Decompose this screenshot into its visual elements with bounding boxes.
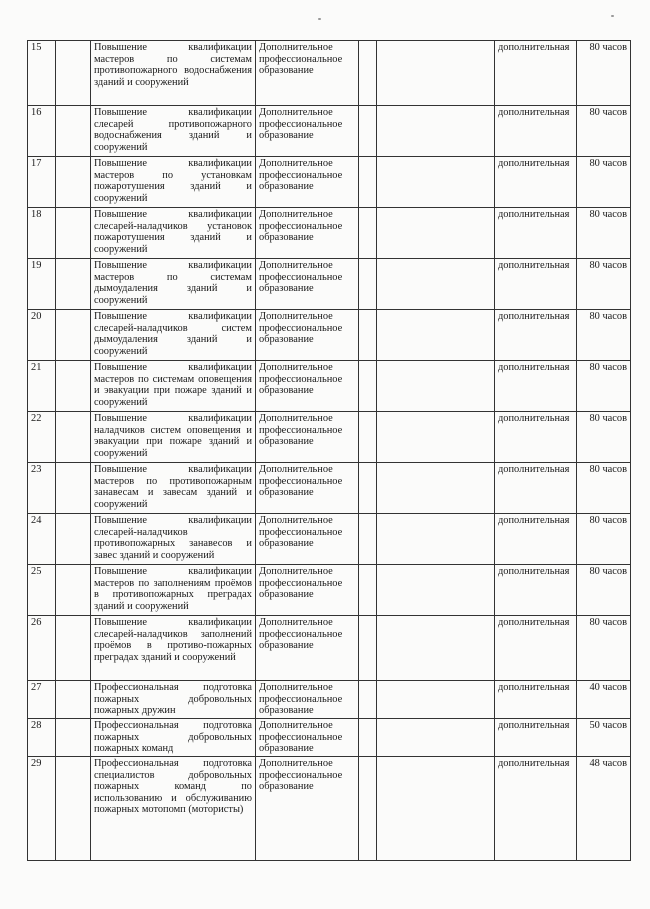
empty-cell bbox=[359, 41, 377, 106]
empty-cell bbox=[359, 157, 377, 208]
program-name: Повышение квалификации слесарей-наладчиков противопожарных занавесов и завес зданий и сооружений bbox=[91, 514, 256, 565]
program-name: Повышение квалификации мастеров по противопожарным занавесам и завесам зданий и сооружений bbox=[91, 463, 256, 514]
empty-cell bbox=[377, 681, 495, 719]
table-row bbox=[28, 412, 631, 463]
row-number: 25 bbox=[28, 565, 56, 616]
table-row bbox=[28, 259, 631, 310]
empty-cell bbox=[359, 463, 377, 514]
program-hours: 80 часов bbox=[577, 463, 631, 514]
program-kind: Дополнительное профессиональное образование bbox=[256, 719, 359, 757]
table-row bbox=[28, 157, 631, 208]
scan-speck bbox=[318, 18, 321, 20]
row-number: 22 bbox=[28, 412, 56, 463]
empty-cell bbox=[56, 106, 91, 157]
program-hours: 80 часов bbox=[577, 157, 631, 208]
row-number: 28 bbox=[28, 719, 56, 757]
program-kind: Дополнительное профессиональное образование bbox=[256, 565, 359, 616]
program-type: дополнительная bbox=[495, 412, 577, 463]
program-kind: Дополнительное профессиональное образование bbox=[256, 412, 359, 463]
empty-cell bbox=[56, 208, 91, 259]
scan-speck bbox=[611, 15, 614, 17]
program-kind: Дополнительное профессиональное образование bbox=[256, 616, 359, 681]
empty-cell bbox=[56, 463, 91, 514]
program-hours: 80 часов bbox=[577, 41, 631, 106]
empty-cell bbox=[56, 514, 91, 565]
empty-cell bbox=[377, 41, 495, 106]
program-hours: 40 часов bbox=[577, 681, 631, 719]
program-kind: Дополнительное профессиональное образование bbox=[256, 208, 359, 259]
empty-cell bbox=[377, 106, 495, 157]
program-name: Повышение квалификации мастеров по заполнениям проёмов в противопожарных преградах зданий и сооружений bbox=[91, 565, 256, 616]
row-number: 19 bbox=[28, 259, 56, 310]
row-number: 20 bbox=[28, 310, 56, 361]
table-row bbox=[28, 514, 631, 565]
program-name: Профессиональная подготовка пожарных добровольных пожарных дружин bbox=[91, 681, 256, 719]
empty-cell bbox=[56, 565, 91, 616]
empty-cell bbox=[56, 259, 91, 310]
empty-cell bbox=[377, 463, 495, 514]
empty-cell bbox=[377, 565, 495, 616]
program-name: Повышение квалификации слесарей-наладчиков заполнений проёмов в противо-пожарных преградах зданий и сооружений bbox=[91, 616, 256, 681]
program-hours: 80 часов bbox=[577, 208, 631, 259]
empty-cell bbox=[377, 259, 495, 310]
program-name: Повышение квалификации мастеров по установкам пожаротушения зданий и сооружений bbox=[91, 157, 256, 208]
row-number: 17 bbox=[28, 157, 56, 208]
empty-cell bbox=[377, 514, 495, 565]
program-hours: 80 часов bbox=[577, 412, 631, 463]
program-kind: Дополнительное профессиональное образование bbox=[256, 514, 359, 565]
empty-cell bbox=[56, 412, 91, 463]
row-number: 26 bbox=[28, 616, 56, 681]
empty-cell bbox=[359, 681, 377, 719]
program-hours: 80 часов bbox=[577, 310, 631, 361]
table-row bbox=[28, 310, 631, 361]
table-row bbox=[28, 208, 631, 259]
program-name: Профессиональная подготовка специалистов добровольных пожарных команд по использованию и обслуживанию пожарных мотопомп (мотористы) bbox=[91, 757, 256, 861]
program-kind: Дополнительное профессиональное образование bbox=[256, 106, 359, 157]
empty-cell bbox=[359, 259, 377, 310]
program-type: дополнительная bbox=[495, 157, 577, 208]
program-type: дополнительная bbox=[495, 259, 577, 310]
program-name: Повышение квалификации слесарей противопожарного водоснабжения зданий и сооружений bbox=[91, 106, 256, 157]
table-row bbox=[28, 719, 631, 757]
program-kind: Дополнительное профессиональное образование bbox=[256, 463, 359, 514]
program-name: Повышение квалификации слесарей-наладчиков систем дымоудаления зданий и сооружений bbox=[91, 310, 256, 361]
program-hours: 80 часов bbox=[577, 616, 631, 681]
program-name: Профессиональная подготовка пожарных добровольных пожарных команд bbox=[91, 719, 256, 757]
program-kind: Дополнительное профессиональное образование bbox=[256, 757, 359, 861]
empty-cell bbox=[359, 208, 377, 259]
program-type: дополнительная bbox=[495, 41, 577, 106]
empty-cell bbox=[359, 616, 377, 681]
table-row bbox=[28, 41, 631, 106]
program-type: дополнительная bbox=[495, 719, 577, 757]
program-name: Повышение квалификации мастеров по системам дымоудаления зданий и сооружений bbox=[91, 259, 256, 310]
program-hours: 48 часов bbox=[577, 757, 631, 861]
row-number: 27 bbox=[28, 681, 56, 719]
program-type: дополнительная bbox=[495, 514, 577, 565]
empty-cell bbox=[56, 41, 91, 106]
table-row bbox=[28, 757, 631, 861]
program-hours: 80 часов bbox=[577, 259, 631, 310]
row-number: 15 bbox=[28, 41, 56, 106]
program-name: Повышение квалификации мастеров по системам оповещения и эвакуации при пожаре зданий и сооружений bbox=[91, 361, 256, 412]
program-kind: Дополнительное профессиональное образование bbox=[256, 310, 359, 361]
program-name: Повышение квалификации мастеров по системам противопожарного водоснабжения зданий и сооружений bbox=[91, 41, 256, 106]
table-row bbox=[28, 681, 631, 719]
row-number: 29 bbox=[28, 757, 56, 861]
empty-cell bbox=[377, 412, 495, 463]
program-type: дополнительная bbox=[495, 681, 577, 719]
empty-cell bbox=[359, 514, 377, 565]
program-hours: 80 часов bbox=[577, 361, 631, 412]
empty-cell bbox=[56, 157, 91, 208]
program-type: дополнительная bbox=[495, 616, 577, 681]
empty-cell bbox=[56, 361, 91, 412]
table-row bbox=[28, 616, 631, 681]
table-row bbox=[28, 106, 631, 157]
table-row bbox=[28, 361, 631, 412]
empty-cell bbox=[359, 310, 377, 361]
program-kind: Дополнительное профессиональное образование bbox=[256, 361, 359, 412]
programs-table bbox=[27, 40, 631, 861]
empty-cell bbox=[56, 719, 91, 757]
program-type: дополнительная bbox=[495, 361, 577, 412]
empty-cell bbox=[377, 616, 495, 681]
program-kind: Дополнительное профессиональное образование bbox=[256, 681, 359, 719]
program-type: дополнительная bbox=[495, 757, 577, 861]
empty-cell bbox=[56, 681, 91, 719]
table-row bbox=[28, 565, 631, 616]
empty-cell bbox=[377, 361, 495, 412]
empty-cell bbox=[56, 616, 91, 681]
program-hours: 80 часов bbox=[577, 514, 631, 565]
table-row bbox=[28, 463, 631, 514]
empty-cell bbox=[359, 412, 377, 463]
row-number: 23 bbox=[28, 463, 56, 514]
program-name: Повышение квалификации слесарей-наладчиков установок пожаротушения зданий и сооружений bbox=[91, 208, 256, 259]
program-name: Повышение квалификации наладчиков систем оповещения и эвакуации при пожаре зданий и сооружений bbox=[91, 412, 256, 463]
row-number: 16 bbox=[28, 106, 56, 157]
empty-cell bbox=[359, 361, 377, 412]
program-type: дополнительная bbox=[495, 310, 577, 361]
row-number: 24 bbox=[28, 514, 56, 565]
row-number: 18 bbox=[28, 208, 56, 259]
empty-cell bbox=[359, 106, 377, 157]
empty-cell bbox=[377, 157, 495, 208]
empty-cell bbox=[359, 757, 377, 861]
empty-cell bbox=[377, 310, 495, 361]
row-number: 21 bbox=[28, 361, 56, 412]
programs-table-body bbox=[28, 41, 631, 861]
empty-cell bbox=[359, 719, 377, 757]
program-type: дополнительная bbox=[495, 106, 577, 157]
program-type: дополнительная bbox=[495, 565, 577, 616]
empty-cell bbox=[377, 719, 495, 757]
empty-cell bbox=[377, 208, 495, 259]
program-type: дополнительная bbox=[495, 463, 577, 514]
empty-cell bbox=[359, 565, 377, 616]
program-kind: Дополнительное профессиональное образование bbox=[256, 157, 359, 208]
program-type: дополнительная bbox=[495, 208, 577, 259]
program-kind: Дополнительное профессиональное образование bbox=[256, 259, 359, 310]
program-hours: 50 часов bbox=[577, 719, 631, 757]
empty-cell bbox=[377, 757, 495, 861]
program-hours: 80 часов bbox=[577, 565, 631, 616]
empty-cell bbox=[56, 310, 91, 361]
program-hours: 80 часов bbox=[577, 106, 631, 157]
empty-cell bbox=[56, 757, 91, 861]
program-kind: Дополнительное профессиональное образование bbox=[256, 41, 359, 106]
